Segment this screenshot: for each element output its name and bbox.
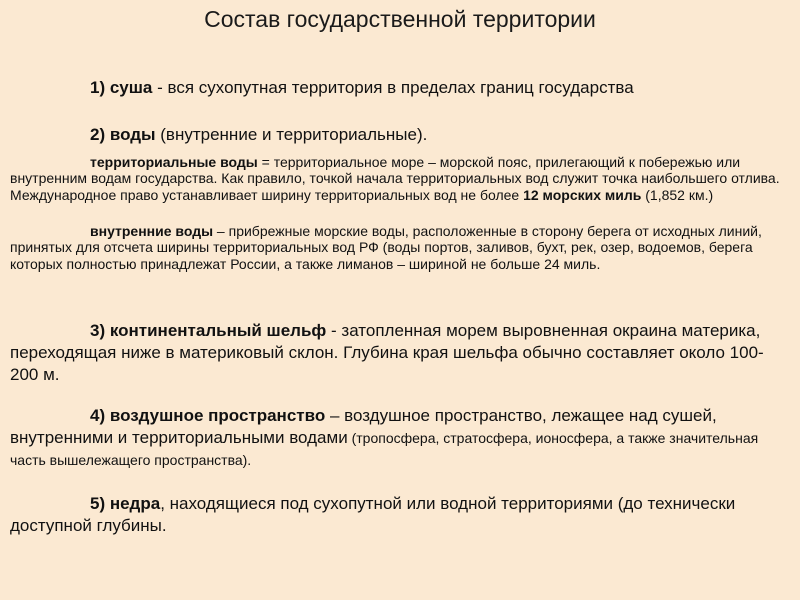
item-airspace [10, 405, 788, 471]
slide-title: Состав государственной территории [204, 6, 596, 32]
subsoil-text: , находящиеся под сухопутной или водной территориями (до технически доступной глубины. [10, 494, 736, 535]
item-territorial-waters [10, 154, 788, 203]
item-shelf [10, 320, 788, 386]
territorial-bold-value: 12 морских миль [523, 186, 642, 203]
territorial-text2: (1,852 км.) [641, 186, 714, 203]
land-term: 1) суша [90, 78, 153, 97]
air-text-big: – воздушное пространство, лежащее над сушей, внутренними и территориальными водами [10, 406, 717, 447]
territorial-term: территориальные воды [90, 154, 258, 170]
subsoil-term: 5) недра [90, 494, 161, 513]
air-term: 4) воздушное пространство [90, 406, 326, 425]
item-internal-waters [10, 223, 788, 272]
land-sep: - [152, 78, 168, 97]
item-land [10, 77, 788, 99]
shelf-sep: - [326, 321, 342, 340]
air-text-small: (тропосфера, стратосфера, ионосфера, а также значительная часть вышележащего пространства). [10, 430, 759, 468]
shelf-text: затопленная морем выровненная окраина материка, переходящая ниже в материковый склон. Глубина края шельфа обычно составляет около 100-200 м. [10, 321, 764, 384]
internal-term: внутренние воды [90, 223, 214, 239]
item-subsoil [10, 493, 788, 537]
internal-text: – прибрежные морские воды, расположенные в сторону берега от исходных линий, принятых для отсчета ширины территориальных вод РФ (воды портов, заливов, бухт, рек, озер, водоемов, берега которых полностью принадлежат России, а также лиманов – шириной не больше 24 миль. [10, 223, 762, 272]
territorial-text1: = территориальное море – морской пояс, прилегающий к побережью или внутренним водам государства. Как правило, точкой начала территориальных вод служит точка наибольшего отлива. Международное право устанавливает ширину территориальных вод не более [10, 154, 780, 203]
land-text: вся сухопутная территория в пределах границ государства [167, 78, 634, 97]
waters-term: 2) воды [90, 125, 156, 144]
waters-text: (внутренние и территориальные). [155, 125, 428, 144]
item-waters [10, 124, 788, 146]
shelf-term: 3) континентальный шельф [90, 321, 327, 340]
